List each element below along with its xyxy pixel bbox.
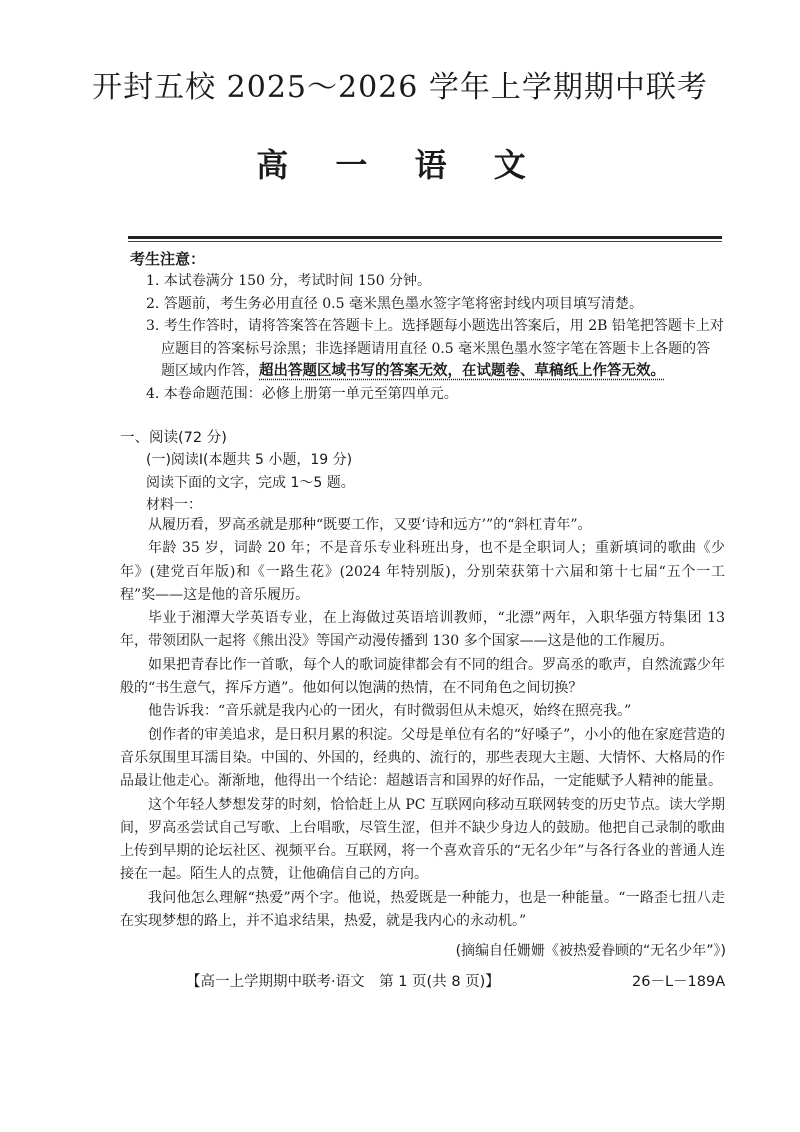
material-label: 材料一： bbox=[146, 497, 202, 513]
paragraph: 毕业于湘潭大学英语专业，在上海做过英语培训教师，“北漂”两年，入职华强方特集团 13 年，带领团队一起将《熊出没》等国产动漫传播到 130 多个国家——这是他的工作履历。 bbox=[120, 610, 725, 650]
divider-thick bbox=[128, 236, 722, 239]
instruction: 阅读下面的文字，完成 1～5 题。 bbox=[146, 475, 355, 491]
notice-item-text: 题区域内作答， bbox=[161, 363, 259, 379]
divider-thin bbox=[128, 241, 722, 242]
section-title: 一、阅读(72 分) bbox=[120, 430, 227, 446]
notice-item: 1. 本试卷满分 150 分，考试时间 150 分钟。 bbox=[146, 273, 432, 289]
notice-heading: 考生注意： bbox=[130, 250, 206, 268]
notice-item: 4. 本卷命题范围：必修上册第一单元至第四单元。 bbox=[146, 385, 458, 402]
paragraph: 创作者的审美追求，是日积月累的积淀。父母是单位有名的“好嗓子”，小小的他在家庭营造的音乐氛围里耳濡目染。中国的、外国的，经典的、流行的，那些表现大主题、大情怀、大格局的作品最让他走心。渐渐地，他得出一个结论：超越语言和国界的好作品，一定能赋予人精神的能量。 bbox=[120, 726, 725, 790]
paragraph: 年龄 35 岁，词龄 20 年；不是音乐专业科班出身，也不是全职词人；重新填词的歌曲《少年》(建党百年版)和《一路生花》(2024 年特别版)，分别荣获第十六届和第十七届“五个一工程”奖——这是他的音乐履历。 bbox=[120, 540, 725, 603]
notice-item bbox=[146, 360, 726, 383]
notice-item: 应题目的答案标号涂黑；非选择题请用直径 0.5 毫米黑色墨水签字笔在答题卡上各题的答 bbox=[161, 340, 711, 357]
paragraph: 这个年轻人梦想发芽的时刻，恰恰赶上从 PC 互联网向移动互联网转变的历史节点。读大学期间，罗高丞尝试自己写歌、上台唱歌，尽管生涩，但并不缺少身边人的鼓励。他把自己录制的歌曲上传到早期的论坛社区、视频平台。互联网，将一个喜欢音乐的“无名少年”与各行各业的普通人连接在一起。陌生人的点赞，让他确信自己的方向。 bbox=[120, 796, 725, 883]
source-citation: (摘编自任姗姗《被热爱眷顾的“无名少年”》) bbox=[455, 943, 726, 959]
reading-passage bbox=[120, 514, 725, 933]
notice-item: 2. 答题前，考生务必用直径 0.5 毫米黑色墨水签字笔将密封线内项目填写清楚。 bbox=[146, 295, 643, 312]
paragraph: 我问他怎么理解“热爱”两个字。他说，热爱既是一种能力，也是一种能量。“一路歪七扭八走在实现梦想的路上，并不追求结果，热爱，就是我内心的永动机。” bbox=[120, 889, 725, 930]
subject-title: 高 一 语 文 bbox=[256, 146, 544, 184]
footer-code: 26－L－189A bbox=[632, 974, 726, 990]
notice-emphasis: 超出答题区域书写的答案无效，在试题卷、草稿纸上作答无效。 bbox=[259, 363, 665, 379]
notice-list bbox=[146, 270, 726, 405]
paragraph: 他告诉我：“音乐就是我内心的一团火，有时微弱但从未熄灭，始终在照亮我。” bbox=[148, 703, 632, 720]
notice-item: 3. 考生作答时，请将答案答在答题卡上。选择题每小题选出答案后，用 2B 铅笔把答题卡上对 bbox=[146, 318, 724, 334]
footer-page-info: 【高一上学期期中联考·语文 第 1 页(共 8 页)】 bbox=[186, 974, 500, 990]
exam-title: 开封五校 2025～2026 学年上学期期中联考 bbox=[92, 70, 708, 105]
paragraph: 如果把青春比作一首歌，每个人的歌词旋律都会有不同的组合。罗高丞的歌声，自然流露少年般的“书生意气，挥斥方遒”。他如何以饱满的热情，在不同角色之间切换？ bbox=[120, 656, 725, 697]
subsection-title: (一)阅读Ⅰ(本题共 5 小题，19 分) bbox=[146, 452, 353, 468]
paragraph: 从履历看，罗高丞就是那种“既要工作，又要‘诗和远方’”的“斜杠青年”。 bbox=[148, 517, 592, 533]
